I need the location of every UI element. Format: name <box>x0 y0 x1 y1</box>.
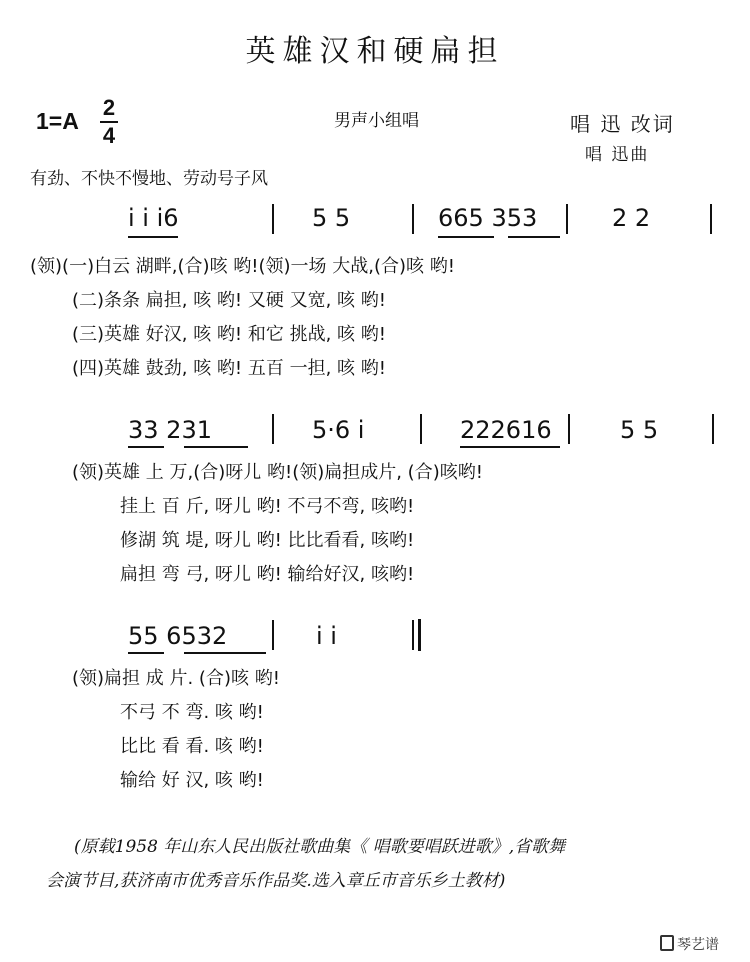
measure-6-notes: 5·6 i <box>312 416 365 444</box>
underline-beam <box>128 652 164 654</box>
logo-icon <box>660 935 674 951</box>
lyric-verse-1: (领)(一)白云 湖畔,(合)咳 哟!(领)一场 大战,(合)咳 哟! <box>30 256 455 277</box>
lyric-verse-2: 不弓 不 弯. 咳 哟! <box>120 702 264 723</box>
measure-5-notes: 33 231 <box>128 416 212 444</box>
lyricist-credit: 唱 迅 改词 <box>570 112 675 136</box>
bar-line <box>272 204 274 234</box>
tempo-marking: 有劲、不快不慢地、劳动号子风 <box>30 169 268 189</box>
lyric-verse-4: 扁担 弯 弓, 呀儿 哟! 输给好汉, 咳哟! <box>120 564 415 585</box>
footnote-line-1: (原载1958 年山东人民出版社歌曲集《 唱歌要唱跃进歌》,省歌舞 <box>74 837 566 857</box>
underline-beam <box>128 446 164 448</box>
lyric-verse-2: (二)条条 扁担, 咳 哟! 又硬 又宽, 咳 哟! <box>72 290 386 311</box>
lyric-verse-4: 输给 好 汉, 咳 哟! <box>120 770 264 791</box>
underline-beam <box>128 236 178 238</box>
lyric-verse-3: 修湖 筑 堤, 呀儿 哟! 比比看看, 咳哟! <box>120 530 415 551</box>
lyric-verse-3: 比比 看 看. 咳 哟! <box>120 736 264 757</box>
measure-7-notes: 222616 <box>460 416 552 444</box>
bar-line <box>568 414 570 444</box>
underline-beam <box>508 236 560 238</box>
lyric-verse-2: 挂上 百 斤, 呀儿 哟! 不弓不弯, 咳哟! <box>120 496 415 517</box>
watermark-text: 琴艺谱 <box>677 936 719 952</box>
performance-note: 男声小组唱 <box>334 111 419 131</box>
lyric-verse-1: (领)扁担 成 片. (合)咳 哟! <box>72 668 280 689</box>
measure-9-notes: 55 6532 <box>128 622 228 650</box>
bar-line <box>412 204 414 234</box>
composer-credit: 唱 迅曲 <box>585 145 650 165</box>
underline-beam <box>184 446 248 448</box>
measure-10-notes: i i <box>316 622 337 650</box>
time-signature-bottom: 4 <box>102 123 116 148</box>
footnote-line-2: 会演节目,获济南市优秀音乐作品奖.选入章丘市音乐乡土教材) <box>46 871 506 891</box>
time-signature <box>100 96 118 148</box>
bar-line <box>272 620 274 650</box>
measure-1-notes: i i i6 <box>128 204 179 232</box>
bar-line <box>712 414 714 444</box>
lyric-verse-4: (四)英雄 鼓劲, 咳 哟! 五百 一担, 咳 哟! <box>72 358 386 379</box>
measure-8-notes: 5 5 <box>620 416 659 444</box>
bar-line <box>412 620 414 650</box>
bar-line <box>710 204 712 234</box>
underline-beam <box>460 446 560 448</box>
lyric-verse-3: (三)英雄 好汉, 咳 哟! 和它 挑战, 咳 哟! <box>72 324 386 345</box>
time-signature-top: 2 <box>102 95 116 120</box>
measure-2-notes: 5 5 <box>312 204 351 232</box>
song-title: 英雄汉和硬扁担 <box>245 34 505 69</box>
bar-line <box>566 204 568 234</box>
site-watermark <box>660 934 719 954</box>
key-signature: 1=A <box>36 108 79 134</box>
measure-4-notes: 2 2 <box>612 204 651 232</box>
measure-3-notes: 665 353 <box>438 204 538 232</box>
bar-line <box>272 414 274 444</box>
bar-line <box>420 414 422 444</box>
final-bar-line <box>418 619 421 651</box>
underline-beam <box>184 652 266 654</box>
lyric-verse-1: (领)英雄 上 万,(合)呀儿 哟!(领)扁担成片, (合)咳哟! <box>72 462 483 483</box>
underline-beam <box>438 236 494 238</box>
